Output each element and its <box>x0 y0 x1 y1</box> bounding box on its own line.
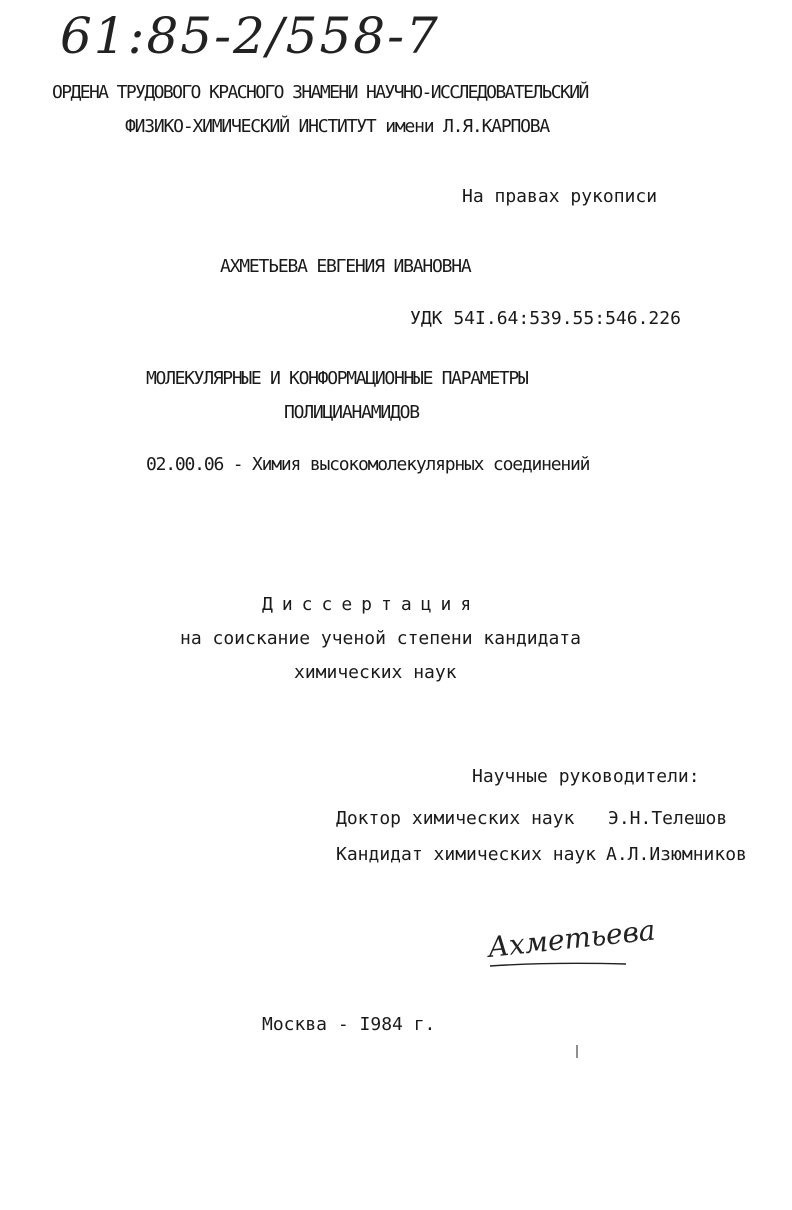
specialty: 02.00.06 - Химия высокомолекулярных соединений <box>146 454 590 475</box>
supervisors-label: Научные руководители: <box>472 766 700 787</box>
catalog-number-handwritten: 61:85-2/558-7 <box>60 7 440 65</box>
document-type: Диссертация <box>262 594 481 615</box>
author-signature: Ахметьева <box>486 913 657 964</box>
udc-code: УДК 54I.64:539.55:546.226 <box>410 308 681 329</box>
supervisor-2-title: Кандидат химических наук <box>336 844 597 865</box>
degree-line-2: химических наук <box>294 662 457 683</box>
institution-line-1: ОРДЕНА ТРУДОВОГО КРАСНОГО ЗНАМЕНИ НАУЧНО-ИССЛЕДОВАТЕЛЬСКИЙ <box>52 82 588 103</box>
rights-notice: На правах рукописи <box>462 186 658 207</box>
degree-line-1: на соискание ученой степени кандидата <box>180 628 581 649</box>
supervisor-1-title: Доктор химических наук <box>336 808 575 829</box>
signature-underline <box>488 960 628 970</box>
dissertation-title-line-1: МОЛЕКУЛЯРНЫЕ И КОНФОРМАЦИОННЫЕ ПАРАМЕТРЫ <box>146 368 528 389</box>
supervisor-2-name: А.Л.Изюмников <box>606 844 747 865</box>
dissertation-title-line-2: ПОЛИЦИАНАМИДОВ <box>284 402 419 423</box>
city-year: Москва - I984 г. <box>262 1014 436 1035</box>
supervisor-1-name: Э.Н.Телешов <box>608 808 728 829</box>
scan-mark <box>574 1044 580 1060</box>
institution-line-2: ФИЗИКО-ХИМИЧЕСКИЙ ИНСТИТУТ имени Л.Я.КАРПОВА <box>125 116 550 137</box>
author-name: АХМЕТЬЕВА ЕВГЕНИЯ ИВАНОВНА <box>220 256 471 277</box>
